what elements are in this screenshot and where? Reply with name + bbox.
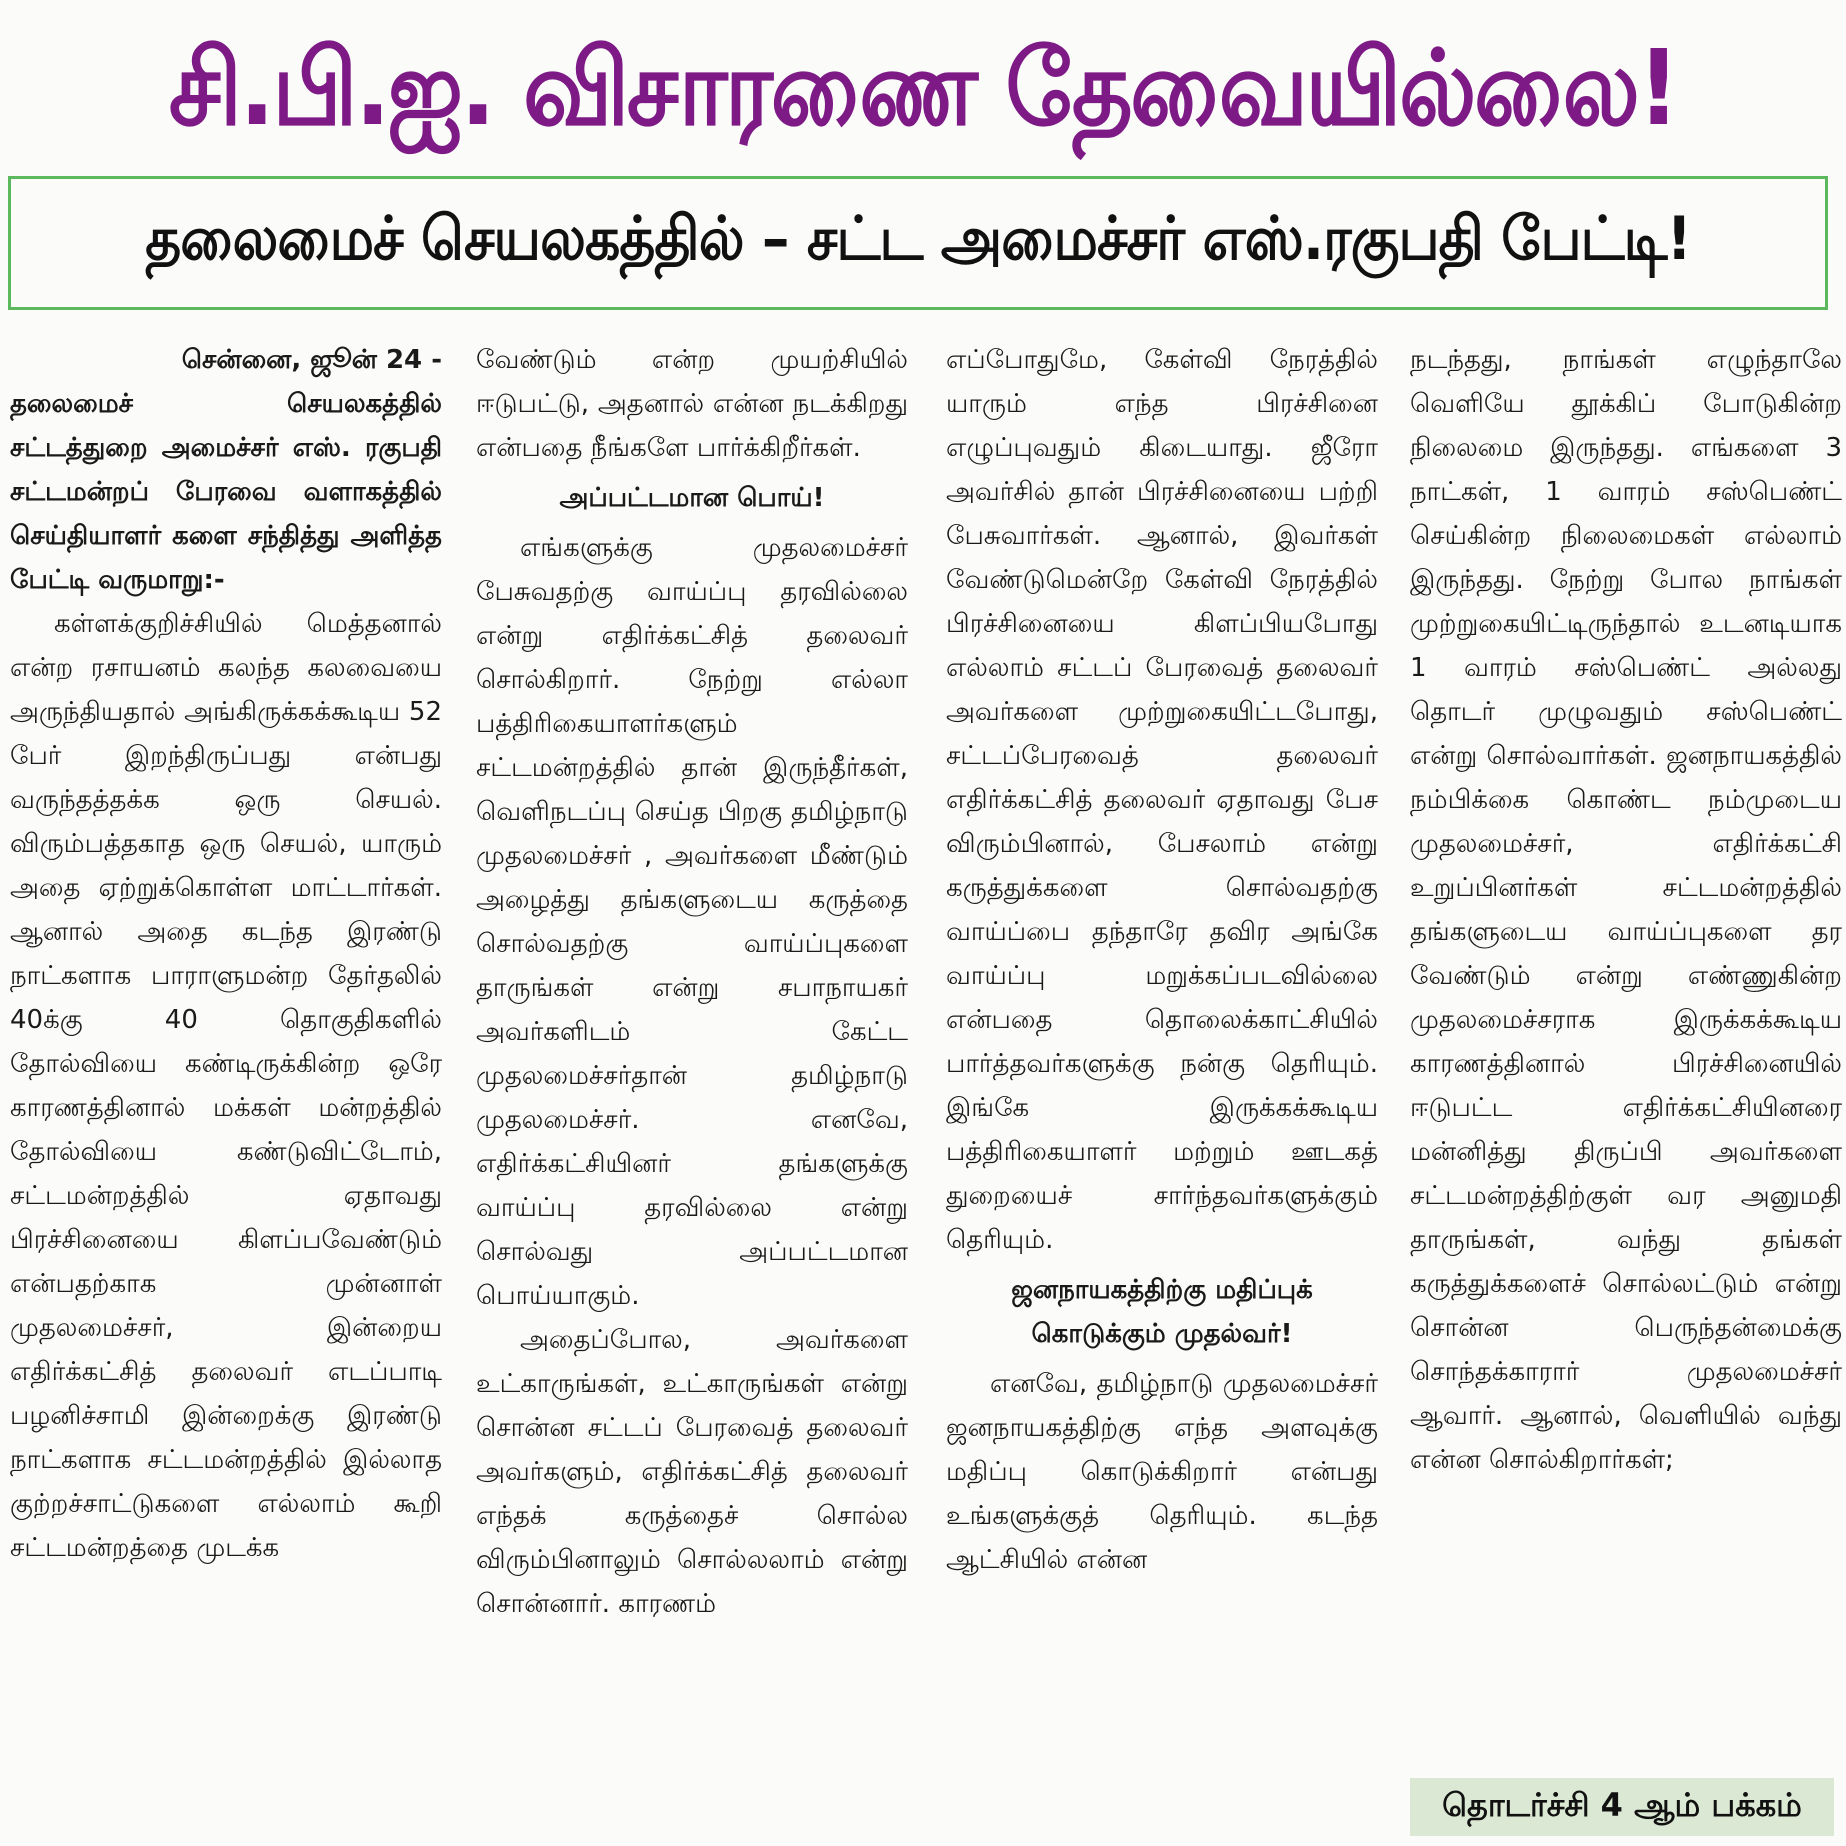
section-subhead: ஜனநாயகத்திற்கு மதிப்புக் கொடுக்கும் முதல்வர்! <box>1011 1275 1313 1349</box>
lead-paragraph: தலைமைச் செயலகத்தில் சட்டத்துறை அமைச்சர் எஸ். ரகுபதி சட்டமன்றப் பேரவை வளாகத்தில் செய்தியாளர் களை சந்தித்து அளித்த பேட்டி வருமாறு:- <box>10 389 442 595</box>
article-column-4 <box>1410 338 1842 1768</box>
article-column-2 <box>476 338 908 1838</box>
article-column-3 <box>946 338 1378 1838</box>
headline: சி.பி.ஐ. விசாரணை தேவையில்லை! <box>168 26 1678 149</box>
body-paragraph: அதைப்போல, அவர்களை உட்காருங்கள், உட்காருங்கள் என்று சொன்ன சட்டப் பேரவைத் தலைவர் அவர்களும், எதிர்க்கட்சித் தலைவர் எந்தக் கருத்தைச் சொல்ல விரும்பினாலும் சொல்லலாம் என்று சொன்னார். காரணம் <box>476 1325 908 1619</box>
body-paragraph: எப்போதுமே, கேள்வி நேரத்தில் யாரும் எந்த பிரச்சினை எழுப்புவதும் கிடையாது. ஜீரோ அவர்சில் தான் பிரச்சினையை பற்றி பேசுவார்கள். ஆனால், இவர்கள் வேண்டுமென்றே கேள்வி நேரத்தில் பிரச்சினையை கிளப்பியபோது எல்லாம் சட்டப் பேரவைத் தலைவர் அவர்களை முற்றுகையிட்டபோது, சட்டப்பேரவைத் தலைவர் எதிர்க்கட்சித் தலைவர் ஏதாவது பேச விரும்பினால், பேசலாம் என்று கருத்துக்களை சொல்வதற்கு வாய்ப்பை தந்தாரே தவிர அங்கே வாய்ப்பு மறுக்கப்படவில்லை என்பதை தொலைக்காட்சியில் பார்த்தவர்களுக்கு நன்கு தெரியும். இங்கே இருக்கக்கூடிய பத்திரிகையாளர் மற்றும் ஊடகத் துறையைச் சார்ந்தவர்களுக்கும் தெரியும். <box>946 345 1378 1255</box>
dateline: சென்னை, ஜூன் 24 - <box>181 345 442 375</box>
body-paragraph: கள்ளக்குறிச்சியில் மெத்தனால் என்ற ரசாயனம் கலந்த கலவையை அருந்தியதால் அங்கிருக்கக்கூடிய 52 பேர் இறந்திருப்பது என்பது வருந்தத்தக்க ஒரு செயல். விரும்பத்தகாத ஒரு செயல், யாரும் அதை ஏற்றுக்கொள்ள மாட்டார்கள். ஆனால் அதை கடந்த இரண்டு நாட்களாக பாராளுமன்ற தேர்தலில் 40க்கு 40 தொகுதிகளில் தோல்வியை கண்டிருக்கின்ற ஒரே காரணத்தினால் மக்கள் மன்றத்தில் தோல்வியை கண்டுவிட்டோம், சட்டமன்றத்தில் ஏதாவது பிரச்சினையை கிளப்பவேண்டும் என்பதற்காக முன்னாள் முதலமைச்சர், இன்றைய எதிர்க்கட்சித் தலைவர் எடப்பாடி பழனிச்சாமி இன்றைக்கு இரண்டு நாட்களாக சட்டமன்றத்தில் இல்லாத குற்றச்சாட்டுகளை எல்லாம் கூறி சட்டமன்றத்தை முடக்க <box>10 609 442 1563</box>
body-paragraph: நடந்தது, நாங்கள் எழுந்தாலே வெளியே தூக்கிப் போடுகின்ற நிலைமை இருந்தது. எங்களை 3 நாட்கள், 1 வாரம் சஸ்பெண்ட் செய்கின்ற நிலைமைகள் எல்லாம் இருந்தது. நேற்று போல நாங்கள் முற்றுகையிட்டிருந்தால் உடனடியாக 1 வாரம் சஸ்பெண்ட் அல்லது தொடர் முழுவதும் சஸ்பெண்ட் என்று சொல்வார்கள். ஜனநாயகத்தில் நம்பிக்கை கொண்ட நம்முடைய முதலமைச்சர், எதிர்க்கட்சி உறுப்பினர்கள் சட்டமன்றத்தில் தங்களுடைய வாய்ப்புகளை தர வேண்டும் என்று எண்ணுகின்ற முதலமைச்சராக இருக்கக்கூடிய காரணத்தினால் பிரச்சினையில் ஈடுபட்ட எதிர்க்கட்சியினரை மன்னித்து திருப்பி அவர்களை சட்டமன்றத்திற்குள் வர அனுமதி தாருங்கள், வந்து தங்கள் கருத்துக்களைச் சொல்லட்டும் என்று சொன்ன பெருந்தன்மைக்கு சொந்தக்காரார் முதலமைச்சர் ஆவார். ஆனால், வெளியில் வந்து என்ன சொல்கிறார்கள்; <box>1410 345 1842 1475</box>
body-paragraph: வேண்டும் என்ற முயற்சியில் ஈடுபட்டு, அதனால் என்ன நடக்கிறது என்பதை நீங்களே பார்க்கிறீர்கள். <box>476 345 908 463</box>
headline-banner <box>0 0 1846 175</box>
section-subhead: அப்பட்டமான பொய்! <box>559 483 825 513</box>
continued-on-page-label: தொடர்ச்சி 4 ஆம் பக்கம் <box>1410 1778 1834 1836</box>
body-paragraph: எனவே, தமிழ்நாடு முதலமைச்சர் ஜனநாயகத்திற்கு எந்த அளவுக்கு மதிப்பு கொடுக்கிறார் என்பது உங்களுக்குத் தெரியும். கடந்த ஆட்சியில் என்ன <box>946 1369 1378 1575</box>
subheadline: தலைமைச் செயலகத்தில் – சட்ட அமைச்சர் எஸ்.ரகுபதி பேட்டி! <box>145 204 1691 274</box>
subheadline-box <box>8 176 1828 310</box>
article-column-1 <box>10 338 442 1838</box>
body-paragraph: எங்களுக்கு முதலமைச்சர் பேசுவதற்கு வாய்ப்பு தரவில்லை என்று எதிர்க்கட்சித் தலைவர் சொல்கிறார். நேற்று எல்லா பத்திரிகையாளர்களும் சட்டமன்றத்தில் தான் இருந்தீர்கள், வெளிநடப்பு செய்த பிறகு தமிழ்நாடு முதலமைச்சர் , அவர்களை மீண்டும் அழைத்து தங்களுடைய கருத்தை சொல்வதற்கு வாய்ப்புகளை தாருங்கள் என்று சபாநாயகர் அவர்களிடம் கேட்ட முதலமைச்சர்தான் தமிழ்நாடு முதலமைச்சர். எனவே, எதிர்க்கட்சியினர் தங்களுக்கு வாய்ப்பு தரவில்லை என்று சொல்வது அப்பட்டமான பொய்யாகும். <box>476 533 908 1311</box>
